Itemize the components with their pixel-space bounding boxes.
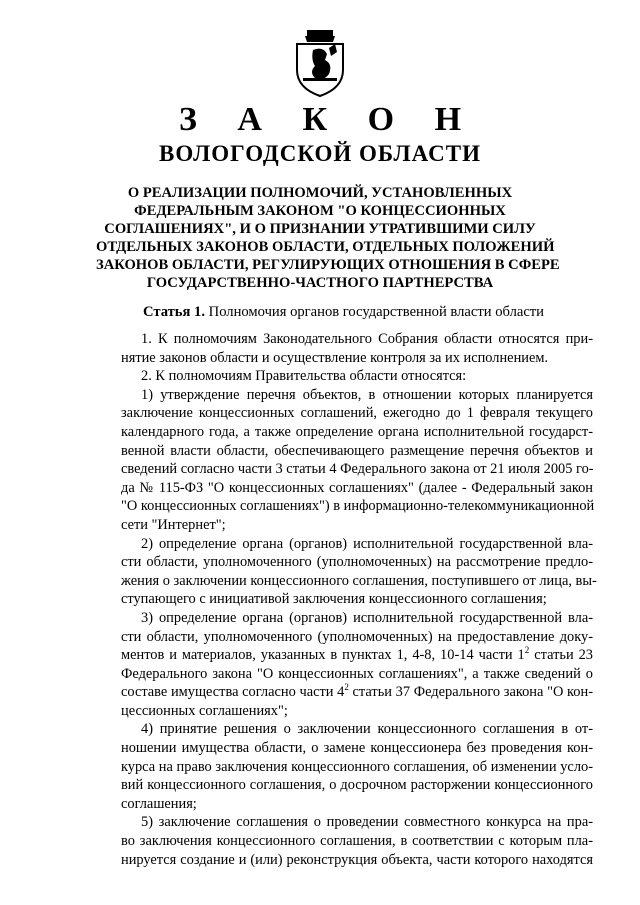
superscript: 2	[524, 645, 530, 656]
text-line	[121, 683, 593, 702]
text-line: курса на право заключения концессионного соглашения, об изменении усло-	[121, 758, 593, 775]
text-line: заключение концессионных соглашений, ежегодно до 1 февраля текущего	[121, 405, 593, 422]
text-line: нируется создание и (или) реконструкция объекта, части которого находятся	[121, 851, 593, 868]
document-title: З А К О Н	[178, 101, 478, 138]
text-segment: составе имущества согласно части 4	[121, 684, 345, 701]
text-line: жения о заключении концессионного соглашения, поступившего от лица, вы-	[121, 572, 597, 589]
text-line: Федерального закона "О концессионных соглашениях", а также сведений о	[121, 665, 593, 682]
text-line: календарного года, а также определение органа исполнительной государст-	[121, 423, 593, 440]
superscript: 2	[344, 682, 349, 693]
text-line: сти области, уполномоченного (уполномоченных) на рассмотрение предло-	[121, 554, 593, 571]
subtitle-line: СОГЛАШЕНИЯХ", И О ПРИЗНАНИИ УТРАТИВШИМИ СИЛУ	[104, 221, 536, 237]
text-line: 5) заключение соглашения о проведении совместного конкурса на пра-	[141, 814, 593, 831]
subtitle-line: ОТДЕЛЬНЫХ ЗАКОНОВ ОБЛАСТИ, ОТДЕЛЬНЫХ ПОЛОЖЕНИЙ	[96, 239, 555, 255]
text-line: сети "Интернет";	[121, 516, 226, 533]
text-line: ступающего с инициативой заключения концессионного соглашения;	[121, 591, 547, 608]
text-line	[121, 646, 593, 665]
text-line: венной власти области, обеспечивающего размещение перечня объектов и	[121, 442, 593, 459]
text-line: цессионных соглашениях";	[121, 702, 288, 719]
text-line: 1) утверждение перечня объектов, в отношении которых планируется	[141, 386, 593, 403]
law-subtitle	[96, 184, 560, 292]
text-segment: статьи 37 Федерального закона "О кон-	[348, 684, 593, 701]
article-heading	[143, 303, 544, 321]
coat-of-arms-emblem	[293, 30, 347, 98]
region-title: ВОЛОГОДСКОЙ ОБЛАСТИ	[159, 141, 481, 166]
subtitle-line: О РЕАЛИЗАЦИИ ПОЛНОМОЧИЙ, УСТАНОВЛЕННЫХ	[127, 185, 513, 201]
text-line: сведений согласно части 3 статьи 4 Федерального закона от 21 июля 2005 го-	[121, 461, 594, 478]
text-line: 1. К полномочиям Законодательного Собрания области относятся при-	[141, 331, 593, 347]
text-line: вий концессионного соглашения, о досрочном расторжении концессионного	[121, 777, 593, 794]
text-line: сти области, уполномоченного (уполномоченных) на предоставление доку-	[121, 628, 593, 645]
text-line: "О концессионных соглашениях") в информационно-телекоммуникационной	[121, 498, 595, 515]
text-line: 2) определение органа (органов) исполнительной государственной вла-	[141, 535, 593, 552]
text-line: ношении имущества области, о замене концессионера без проведения кон-	[121, 740, 593, 757]
article-title: Полномочия органов государственной власти области	[208, 304, 544, 320]
subtitle-line: ГОСУДАРСТВЕННО-ЧАСТНОГО ПАРТНЕРСТВА	[146, 275, 494, 291]
text-line: во заключения концессионного соглашения, в соответствии с которым пла-	[121, 833, 593, 850]
text-line: 3) определение органа (органов) исполнительной государственной вла-	[141, 609, 593, 626]
text-line: 4) принятие решения о заключении концессионного соглашения в от-	[141, 721, 593, 738]
subtitle-line: ФЕДЕРАЛЬНЫМ ЗАКОНОМ "О КОНЦЕССИОННЫХ	[134, 203, 506, 219]
text-line: да № 115-ФЗ "О концессионных соглашениях" (далее - Федеральный закон	[121, 479, 593, 496]
subtitle-line: ЗАКОНОВ ОБЛАСТИ, РЕГУЛИРУЮЩИХ ОТНОШЕНИЯ В СФЕРЕ	[96, 257, 560, 273]
text-segment: ментов и материалов, указанных в пунктах 1, 4-8, 10-14 части 1	[121, 647, 525, 664]
text-line: нятие законов области и осуществление контроля за их исполнением.	[121, 349, 549, 366]
article-body	[121, 330, 597, 869]
text-line: соглашения;	[121, 795, 197, 812]
article-number: Статья 1.	[143, 304, 205, 320]
text-line: 2. К полномочиям Правительства области относятся:	[141, 368, 467, 385]
text-segment: статьи 23	[529, 647, 593, 664]
